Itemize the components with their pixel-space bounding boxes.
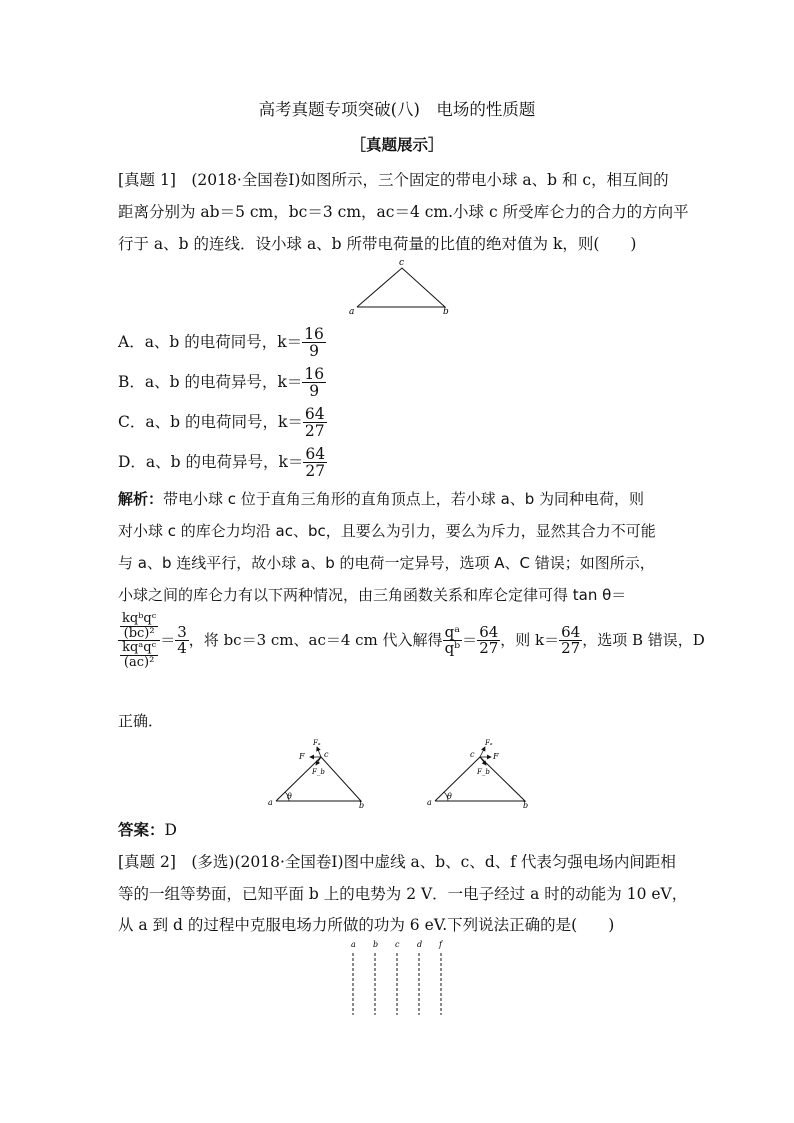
eq-bot-frac: [120, 641, 158, 669]
left-label-fb: F_b: [312, 768, 325, 776]
eq-frac-64-27-b-den: 27: [561, 639, 581, 658]
label-b: b: [443, 307, 449, 317]
right-label-fb: F_b: [477, 768, 490, 776]
solution-line-1: [118, 488, 644, 509]
option-d-text: D．a、b 的电荷异号，k＝: [118, 452, 304, 471]
eq-equals-2: ＝: [462, 630, 478, 649]
option-a-text: A．a、b 的电荷同号，k＝: [118, 332, 303, 351]
solution-end: 正确．: [118, 712, 164, 730]
left-label-b: b: [359, 801, 365, 810]
q2-equipotential-figure: [340, 937, 460, 1017]
eq-big-numerator: [118, 612, 160, 641]
option-d-fraction: [303, 446, 327, 480]
left-label-fa: Fₐ: [313, 739, 321, 747]
right-label-a: a: [427, 798, 432, 807]
solution-line-3: 与 a、b 连线平行，故小球 a、b 的电荷一定异号，选项 A、C 错误；如图所示，: [118, 554, 655, 572]
option-a-num: 16: [304, 325, 324, 343]
eq-frac-64-27-b: [559, 622, 582, 658]
eq-top-frac-num: kqᵇqᶜ: [122, 611, 157, 626]
solution-text-1: 带电小球 c 位于直角三角形的直角顶点上，若小球 a、b 为同种电荷，则: [163, 490, 645, 508]
page-title: 高考真题专项突破(八) 电场的性质题: [258, 100, 536, 119]
plane-label-a: a: [351, 940, 356, 949]
solution-line-4: 小球之间的库仑力有以下两种情况，由三角函数关系和库仑定律可得 tan θ＝: [118, 586, 627, 604]
q1-triangle-figure: [340, 255, 460, 317]
left-label-f: F: [299, 752, 305, 761]
option-d-den: 27: [305, 462, 326, 481]
option-b-fraction: [302, 366, 326, 400]
eq-bot-frac-num: kqᵃqᶜ: [122, 640, 157, 656]
eq-frac-3-4: [175, 622, 189, 658]
plane-label-d: d: [417, 940, 423, 949]
solution-equation: [118, 612, 705, 670]
eq-bot-frac-den: (ac)²: [123, 654, 155, 670]
q1-line-3: 行于 a、b 的连线．设小球 a、b 所带电荷量的比值的绝对值为 k，则( ): [118, 235, 637, 253]
answer-label: 答案：: [118, 820, 165, 839]
left-force-fa: [317, 747, 321, 757]
eq-frac-q: [443, 622, 463, 658]
eq-equals-1: ＝: [160, 630, 176, 649]
option-a-fraction: [302, 326, 326, 360]
plane-label-b: b: [373, 940, 379, 949]
right-label-c: c: [470, 750, 475, 759]
eq-top-frac: [120, 612, 158, 640]
eq-frac-q-den: qᵇ: [444, 639, 461, 658]
left-label-c: c: [324, 750, 329, 759]
triangle-abc: [357, 268, 445, 307]
eq-big-denominator: [118, 641, 160, 669]
eq-frac-64-27-b-num: 64: [561, 622, 581, 641]
option-c-text: C．a、b 的电荷同号，k＝: [118, 412, 303, 431]
option-c: [118, 406, 327, 440]
option-d-num: 64: [305, 445, 326, 463]
option-d: [118, 446, 327, 480]
eq-frac-3-4-num: 3: [177, 622, 187, 641]
option-c-num: 64: [304, 405, 325, 423]
option-c-den: 27: [304, 422, 325, 441]
right-force-fa: [480, 747, 485, 757]
label-c: c: [399, 258, 405, 268]
eq-frac-64-27-a: [477, 622, 500, 658]
eq-frac-q-num: qᵃ: [443, 625, 463, 642]
option-b: [118, 366, 326, 400]
right-label-f: F: [493, 752, 499, 761]
eq-frac-3-4-den: 4: [177, 639, 187, 658]
plane-label-f: f: [439, 940, 442, 949]
label-a: a: [349, 307, 355, 317]
solution-line-2: 对小球 c 的库仑力均沿 ac、bc，且要么为引力，要么为斥力，显然其合力不可能: [118, 522, 656, 540]
eq-tail-text: ，选项 B 错误，D: [582, 630, 705, 649]
right-label-b: b: [523, 801, 529, 810]
plane-label-c: c: [395, 940, 400, 949]
right-label-fa: Fₐ: [485, 739, 493, 747]
option-a: [118, 326, 326, 360]
section-heading: ［真题展示］: [350, 135, 444, 154]
right-force-fb: [480, 757, 486, 765]
q2-line-3: 从 a 到 d 的过程中克服电场力所做的功为 6 eV.下列说法正确的是( ): [118, 916, 615, 934]
force-diagrams: [255, 735, 545, 810]
q1-line-1: [真题 1] (2018·全国卷Ⅰ)如图所示，三个固定的带电小球 a、b 和 c，相互间的: [118, 171, 669, 189]
eq-top-frac-den: (bc)²: [123, 625, 155, 641]
left-label-theta: θ: [287, 792, 292, 801]
option-c-fraction: [303, 406, 327, 440]
answer-line: [118, 818, 177, 840]
q1-line-2: 距离分别为 ab＝5 cm，bc＝3 cm，ac＝4 cm.小球 c 所受库仑力的合力的方向平: [118, 203, 689, 221]
eq-frac-64-27-a-den: 27: [479, 639, 499, 658]
right-label-theta: θ: [447, 792, 452, 801]
eq-middle-text: ，将 bc＝3 cm、ac＝4 cm 代入解得: [188, 630, 443, 649]
eq-frac-64-27-a-num: 64: [479, 622, 499, 641]
solution-label: 解析：: [118, 490, 164, 508]
answer-value: D: [164, 821, 177, 839]
eq-big-fraction: [118, 612, 160, 670]
q2-line-1: [真题 2] (多选)(2018·全国卷Ⅰ)图中虚线 a、b、c、d、f 代表匀强电场内间距相: [118, 853, 676, 871]
option-a-den: 9: [309, 342, 319, 361]
q2-line-2: 等的一组等势面，已知平面 b 上的电势为 2 V．一电子经过 a 时的动能为 10 eV，: [118, 885, 688, 903]
option-b-den: 9: [309, 382, 320, 401]
option-b-num: 16: [304, 365, 325, 383]
option-b-text: B．a、b 的电荷异号，k＝: [118, 372, 303, 391]
eq-then-text: ，则 k＝: [500, 630, 560, 649]
left-label-a: a: [268, 798, 273, 807]
